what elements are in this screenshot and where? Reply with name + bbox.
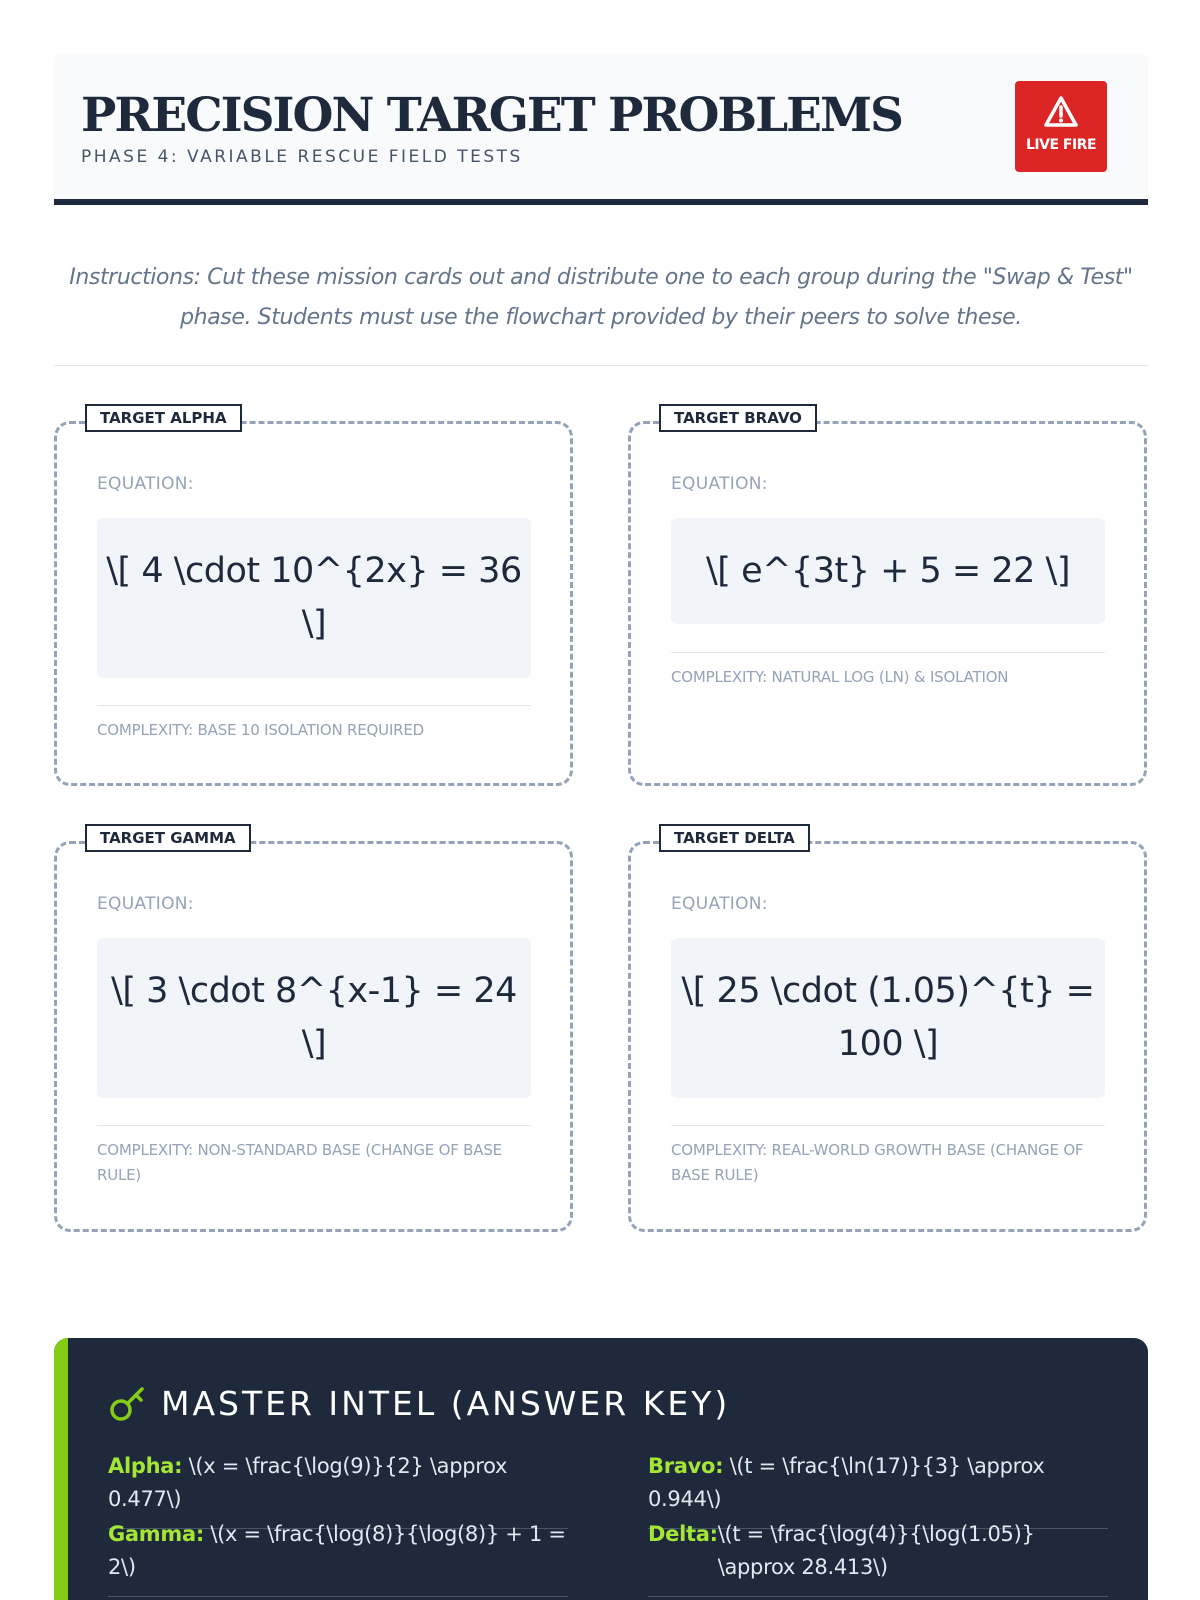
equation-label: EQUATION: <box>97 474 194 494</box>
equation-divider <box>671 1125 1105 1126</box>
accent-bar <box>54 1338 68 1600</box>
answer-name: Alpha: <box>108 1454 183 1478</box>
equation-label: EQUATION: <box>97 894 194 914</box>
badge-label: LIVE FIRE <box>1025 137 1097 153</box>
card-tag: TARGET DELTA <box>659 824 810 852</box>
live-fire-badge <box>1015 81 1107 172</box>
answer-value: \(x = \frac{\log(8)}{\log(8)} + 1 = 2\) <box>108 1522 566 1579</box>
equation: \[ 25 \cdot (1.05)^{t} = 100 \] <box>671 938 1105 1098</box>
header <box>54 54 1148 205</box>
answer-key-panel <box>54 1338 1148 1600</box>
answer-value: \(t = \frac{\ln(17)}{3} \approx 0.944\) <box>648 1454 1045 1511</box>
answer-value: \(t = \frac{\log(4)}{\log(1.05)} \approx 28.413\) <box>717 1522 1035 1579</box>
complexity-note: COMPLEXITY: REAL-WORLD GROWTH BASE (CHANGE OF BASE RULE) <box>671 1141 1084 1184</box>
card-tag: TARGET GAMMA <box>85 824 251 852</box>
card-tag: TARGET BRAVO <box>659 404 817 432</box>
page-subtitle: PHASE 4: VARIABLE RESCUE FIELD TESTS <box>81 147 523 167</box>
equation-label: EQUATION: <box>671 474 768 494</box>
key-icon <box>108 1384 148 1424</box>
answer-name: Bravo: <box>648 1454 724 1478</box>
complexity-note: COMPLEXITY: NATURAL LOG (LN) & ISOLATION <box>671 668 1009 686</box>
card-target-bravo <box>628 409 1147 786</box>
answer-key-title: MASTER INTEL (ANSWER KEY) <box>161 1384 731 1423</box>
complexity-note: COMPLEXITY: NON-STANDARD BASE (CHANGE OF BASE RULE) <box>97 1141 502 1184</box>
answer-name: Gamma: <box>108 1522 204 1546</box>
equation: \[ e^{3t} + 5 = 22 \] <box>671 518 1105 624</box>
equation: \[ 4 \cdot 10^{2x} = 36 \] <box>97 518 531 678</box>
instructions: Instructions: Cut these mission cards out and distribute one to each group during the "Swap & Test" phase. Students must use the flowchart provided by their peers to solve these. <box>69 265 1133 330</box>
warning-icon <box>1043 95 1079 129</box>
equation-divider <box>97 1125 531 1126</box>
answer-delta <box>648 1518 1108 1597</box>
equation-label: EQUATION: <box>671 894 768 914</box>
answer-value: \(x = \frac{\log(9)}{2} \approx 0.477\) <box>108 1454 508 1511</box>
answer-name: Delta: <box>648 1522 718 1546</box>
complexity-note: COMPLEXITY: BASE 10 ISOLATION REQUIRED <box>97 721 425 739</box>
equation-divider <box>671 652 1105 653</box>
page-title: PRECISION TARGET PROBLEMS <box>81 88 902 143</box>
equation-divider <box>97 705 531 706</box>
equation: \[ 3 \cdot 8^{x-1} = 24 \] <box>97 938 531 1098</box>
card-target-gamma <box>54 829 573 1232</box>
card-tag: TARGET ALPHA <box>85 404 242 432</box>
answer-gamma <box>108 1518 568 1597</box>
card-target-delta <box>628 829 1147 1232</box>
card-target-alpha <box>54 409 573 786</box>
divider <box>54 365 1148 366</box>
